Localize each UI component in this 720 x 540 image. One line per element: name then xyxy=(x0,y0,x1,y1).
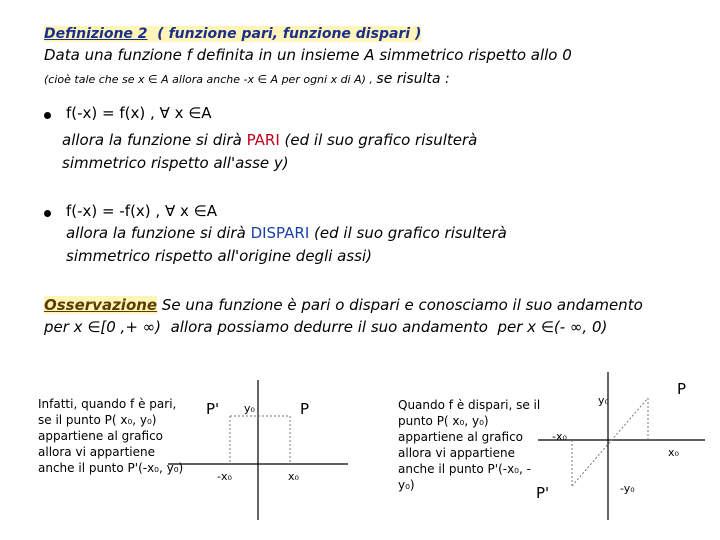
even-formula: f(-x) = f(x) , ∀ x ∈A xyxy=(66,104,212,122)
odd-text-line2: simmetrico rispetto all'origine degli assi) xyxy=(66,247,373,265)
observation-text2: allora possiamo dedurre il suo andamento xyxy=(170,318,488,336)
observation-text1: Se una funzione è pari o dispari e conosciamo il suo andamento xyxy=(161,296,643,314)
even-note: Infatti, quando f è pari, se il punto P( x₀, y₀) appartiene al grafico allora vi appartiene anche il punto P'(-x₀, y₀) xyxy=(38,397,184,475)
odd-keyword: DISPARI xyxy=(250,224,310,242)
definition-label: Definizione 2 xyxy=(44,26,148,42)
definition-condition-small: (cioè tale che se x ∈ A allora anche -x ∈ A per ogni x di A) , xyxy=(44,73,373,86)
odd-guide-diagonal xyxy=(572,398,648,486)
even-text-b: (ed il suo grafico risulterà xyxy=(284,131,478,149)
even-text-line2: simmetrico rispetto all'asse y) xyxy=(62,154,289,172)
definition-condition-big: se risulta : xyxy=(376,71,450,87)
even-p-prime-label: P' xyxy=(206,400,220,418)
even-text-a: allora la funzione si dirà xyxy=(62,131,242,149)
observation-range-positive: per x ∈[0 ,+ ∞) xyxy=(44,318,162,336)
definition-line: Data una funzione f definita in un insieme A simmetrico rispetto allo 0 xyxy=(44,46,572,64)
even-neg-x0-label: -x₀ xyxy=(217,470,232,483)
even-x0-label: x₀ xyxy=(288,470,299,483)
definition-subject: ( funzione pari, funzione dispari ) xyxy=(157,26,422,42)
odd-formula: f(-x) = -f(x) , ∀ x ∈A xyxy=(66,202,217,220)
even-y0-label: y₀ xyxy=(244,402,255,415)
odd-neg-x0-label: -x₀ xyxy=(552,430,567,443)
odd-y0-label: y₀ xyxy=(598,394,609,407)
odd-text-b: (ed il suo grafico risulterà xyxy=(314,224,507,242)
odd-p-prime-label: P' xyxy=(536,484,550,502)
odd-note: Quando f è dispari, se il punto P( x₀, y₀) appartiene al grafico allora vi appartiene anche il punto P'(-x₀, - y₀) xyxy=(398,398,541,492)
even-p-label: P xyxy=(300,400,310,418)
odd-neg-y0-label: -y₀ xyxy=(620,482,635,495)
observation-title: Osservazione xyxy=(44,296,158,314)
observation-range-negative: per x ∈(- ∞, 0) xyxy=(497,318,608,336)
odd-text-a: allora la funzione si dirà xyxy=(66,224,246,242)
odd-x0-label: x₀ xyxy=(668,446,679,459)
odd-p-label: P xyxy=(677,380,687,398)
even-keyword: PARI xyxy=(246,131,280,149)
